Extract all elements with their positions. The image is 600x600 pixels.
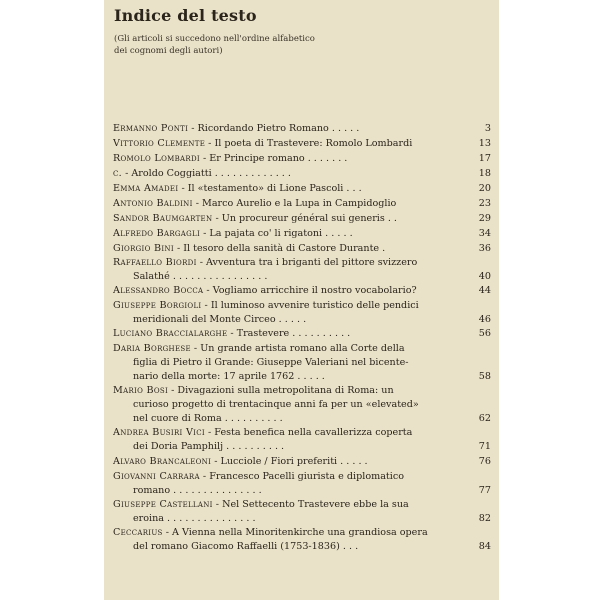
entry-line: del romano Giacomo Raffaelli (1753-1836) . . .: [133, 541, 359, 552]
note-line: dei cognomi degli autori): [114, 46, 223, 56]
entry-line: [113, 182, 459, 196]
entry-line: [113, 299, 459, 313]
entry-page-number: 20: [478, 183, 491, 194]
index-entry: [113, 182, 459, 196]
entry-line: [113, 470, 459, 484]
note-line: (Gli articoli si succedono nell'ordine alfabetico: [114, 34, 315, 44]
index-entry: [113, 256, 459, 284]
entry-page-number: 84: [478, 541, 491, 552]
entry-page-number: 29: [478, 213, 491, 224]
entry-author: Alfredo Bargagli: [113, 228, 201, 239]
entry-line: [113, 426, 459, 440]
entry-page-number: 23: [478, 198, 491, 209]
entry-page-number: 56: [478, 328, 491, 339]
entry-title: - Lucciole / Fiori preferiti . . . . .: [211, 456, 368, 467]
entry-line: [113, 384, 459, 398]
entry-line: figlia di Pietro il Grande: Giuseppe Valeriani nel bicente-: [133, 357, 409, 368]
entry-title: - Er Principe romano . . . . . . .: [199, 153, 348, 164]
entry-title: - Francesco Pacelli giurista e diplomatico: [199, 471, 404, 482]
index-entry: [113, 342, 459, 384]
index-entry: [113, 152, 459, 166]
entry-line: [113, 342, 459, 356]
entry-title: - La pajata co' li rigatoni . . . . .: [200, 228, 353, 239]
entry-line: [113, 526, 459, 540]
entry-author: Ceccarius: [113, 527, 163, 538]
index-entry: [113, 455, 459, 469]
entry-line: [113, 122, 459, 136]
entry-page-number: 77: [478, 485, 491, 496]
entry-line: dei Doria Pamphilj . . . . . . . . . .: [133, 441, 285, 452]
index-entry: [113, 284, 459, 298]
entry-title: - Un grande artista romano alla Corte della: [190, 343, 405, 354]
entry-author: Daria Borghese: [113, 343, 191, 354]
entry-page-number: 46: [478, 314, 491, 325]
entry-title: - Il poeta di Trastevere: Romolo Lombardi: [205, 138, 413, 149]
entry-line: eroina . . . . . . . . . . . . . . .: [133, 513, 256, 524]
entry-author: Giuseppe Castellani: [113, 499, 213, 510]
entry-line: Salathé . . . . . . . . . . . . . . . .: [133, 271, 268, 282]
entry-page-number: 18: [478, 168, 491, 179]
index-entry: [113, 299, 459, 327]
entry-page-number: 13: [478, 138, 491, 149]
entry-title: - Ricordando Pietro Romano . . . . .: [188, 123, 360, 134]
entry-title: - Trastevere . . . . . . . . . .: [227, 328, 351, 339]
entry-line: [113, 152, 459, 166]
entry-line: [113, 212, 459, 226]
entry-author: Sandor Baumgarten: [113, 213, 213, 224]
entry-line: [113, 455, 459, 469]
entry-line: [113, 498, 459, 512]
index-entries: [104, 0, 499, 600]
entry-title: - Nel Settecento Trastevere ebbe la sua: [212, 499, 409, 510]
entry-page-number: 34: [478, 228, 491, 239]
entry-author: Mario Bosi: [113, 385, 169, 396]
entry-author: Giorgio Bini: [113, 243, 174, 254]
entry-title: - Vogliamo arricchire il nostro vocabolario?: [203, 285, 417, 296]
entry-author: c.: [113, 168, 123, 179]
index-entry: [113, 470, 459, 498]
entry-author: Luciano Braccialarghe: [113, 328, 228, 339]
entry-title: - A Vienna nella Minoritenkirche una grandiosa opera: [162, 527, 428, 538]
entry-page-number: 17: [478, 153, 491, 164]
entry-page-number: 40: [478, 271, 491, 282]
entry-title: - Festa benefica nella cavallerizza coperta: [204, 427, 413, 438]
entry-author: Alessandro Bocca: [113, 285, 204, 296]
entry-page-number: 44: [478, 285, 491, 296]
entry-line: [113, 167, 459, 181]
book-page: [104, 0, 499, 600]
entry-author: Romolo Lombardi: [113, 153, 200, 164]
entry-author: Emma Amadei: [113, 183, 179, 194]
index-entry: [113, 227, 459, 241]
entry-page-number: 71: [478, 441, 491, 452]
entry-line: [113, 242, 459, 256]
entry-title: - Il «testamento» di Lione Pascoli . . .: [178, 183, 362, 194]
entry-author: Ermanno Ponti: [113, 123, 189, 134]
entry-author: Alvaro Brancaleoni: [113, 456, 212, 467]
entry-line: nario della morte: 17 aprile 1762 . . . . .: [133, 371, 325, 382]
entry-page-number: 76: [478, 456, 491, 467]
entry-page-number: 36: [478, 243, 491, 254]
entry-title: - Il tesoro della sanità di Castore Durante .: [173, 243, 386, 254]
entry-page-number: 62: [478, 413, 491, 424]
entry-line: meridionali del Monte Circeo . . . . .: [133, 314, 307, 325]
index-entry: [113, 212, 459, 226]
page-title: Indice del testo: [114, 6, 257, 25]
entry-line: [113, 284, 459, 298]
index-entry: [113, 167, 459, 181]
entry-author: Giovanni Carrara: [113, 471, 200, 482]
entry-title: - Aroldo Coggiatti . . . . . . . . . . . . .: [122, 168, 291, 179]
index-entry: [113, 426, 459, 454]
entry-author: Raffaello Biordi: [113, 257, 197, 268]
entry-page-number: 3: [484, 123, 491, 134]
index-entry: [113, 197, 459, 211]
entry-line: nel cuore di Roma . . . . . . . . . .: [133, 413, 283, 424]
entry-title: - Un procureur général sui generis . .: [212, 213, 397, 224]
index-entry: [113, 384, 459, 426]
entry-page-number: 58: [478, 371, 491, 382]
index-entry: [113, 122, 459, 136]
entry-line: curioso progetto di trentacinque anni fa per un «elevated»: [133, 399, 419, 410]
index-entry: [113, 137, 459, 151]
entry-title: - Divagazioni sulla metropolitana di Roma: un: [168, 385, 394, 396]
entry-line: [113, 227, 459, 241]
entry-line: [113, 197, 459, 211]
index-entry: [113, 242, 459, 256]
entry-line: romano . . . . . . . . . . . . . . .: [133, 485, 262, 496]
index-entry: [113, 498, 459, 526]
entry-line: [113, 256, 459, 270]
entry-title: - Avventura tra i briganti del pittore svizzero: [196, 257, 418, 268]
entry-author: Vittorio Clemente: [113, 138, 206, 149]
index-entry: [113, 526, 459, 554]
entry-author: Antonio Baldini: [113, 198, 193, 209]
entry-title: - Il luminoso avvenire turistico delle pendici: [201, 300, 419, 311]
entry-line: [113, 327, 459, 341]
entry-page-number: 82: [478, 513, 491, 524]
entry-title: - Marco Aurelio e la Lupa in Campidoglio: [192, 198, 397, 209]
entry-author: Giuseppe Borgioli: [113, 300, 202, 311]
entry-author: Andrea Busiri Vici: [113, 427, 205, 438]
entry-line: [113, 137, 459, 151]
index-entry: [113, 327, 459, 341]
